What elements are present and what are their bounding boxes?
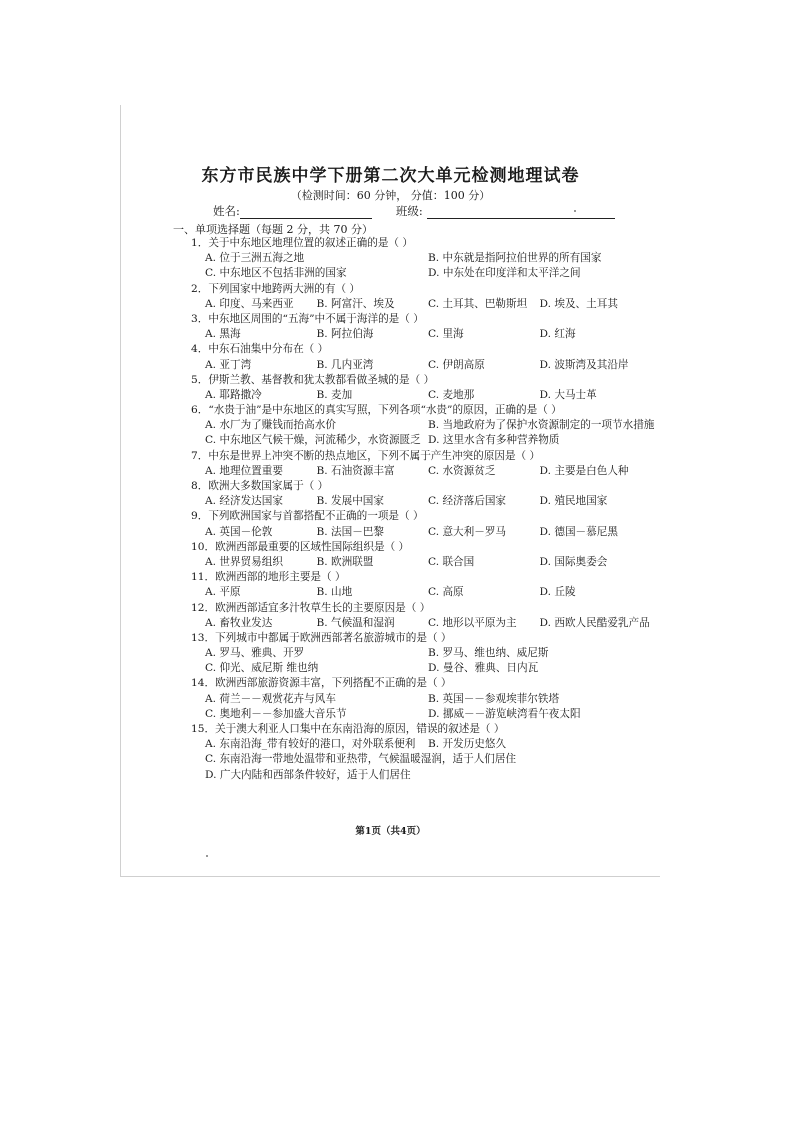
- options-row: [191, 692, 651, 707]
- option-text: C. 奥地利－－参加盛大音乐节: [205, 707, 347, 720]
- option-text: D. 挪威－－游览峡湾看午夜太阳: [428, 707, 581, 720]
- option-text: D. 这里水含有多种营养物质: [428, 434, 560, 447]
- options-row: [191, 707, 651, 722]
- option-text: D. 大马士革: [539, 388, 597, 401]
- exam-sheet: [120, 105, 660, 877]
- option-text: D. 中东处在印度洋和太平洋之间: [428, 267, 581, 280]
- option-text: C. 中东地区不包括非洲的国家: [205, 267, 347, 280]
- name-blank: [240, 206, 372, 219]
- option-text: C. 联合国: [428, 555, 475, 568]
- options-row: [191, 251, 651, 266]
- options-row: [191, 737, 651, 752]
- section-heading: 一、单项选择题（每题 2 分，共 70 分）: [173, 223, 373, 236]
- option-text: A. 水厂为了赚钱而抬高水价: [205, 419, 336, 432]
- option-text: B. 当地政府为了保护水资源制定的一项节水措施: [428, 419, 655, 432]
- option-text: B. 阿拉伯海: [316, 328, 374, 341]
- question-stem: 3．中东地区周围的“五海”中不属于海洋的是（ ）: [191, 312, 424, 325]
- question-stem: 2．下列国家中地跨两大洲的有（ ）: [191, 282, 361, 295]
- question-stem: 6．“水贵于油”是中东地区的真实写照，下列各项“水贵”的原因，正确的是（ ）: [191, 404, 562, 417]
- option-text: A. 位于三洲五海之地: [205, 252, 305, 265]
- question-stem: 9．下列欧洲国家与首都搭配不正确的一项是（ ）: [191, 510, 424, 523]
- option-text: C. 水资源贫乏: [428, 464, 496, 477]
- option-text: C. 高原: [428, 586, 464, 599]
- option-text: D. 波斯湾及其沿岸: [539, 358, 629, 371]
- option-text: C. 伊朗高原: [428, 358, 485, 371]
- options-row: [191, 494, 651, 509]
- option-text: D. 国际奥委会: [539, 555, 608, 568]
- option-text: A. 印度、马来西亚: [205, 297, 294, 310]
- option-text: C. 仰光、威尼斯 维也纳: [205, 662, 319, 675]
- option-text: B. 山地: [316, 586, 353, 599]
- options-row: [191, 418, 655, 433]
- exam-title: 东方市民族中学下册第二次大单元检测地理试卷: [201, 166, 580, 186]
- option-text: B. 发展中国家: [316, 495, 384, 508]
- option-text: A. 亚丁湾: [205, 358, 252, 371]
- options-row: [191, 616, 651, 631]
- option-text: A. 罗马、雅典、开罗: [205, 647, 305, 660]
- option-text: C. 意大利－罗马: [428, 525, 507, 538]
- options-row: [191, 266, 651, 281]
- question-stem: 15．关于澳大利亚人口集中在东南沿海的原因，错误的叙述是（ ）: [191, 723, 505, 735]
- option-text: C. 土耳其、巴勒斯坦: [428, 297, 528, 310]
- question-stem: 10．欧洲西部最重要的区域性国际组织是（ ）: [191, 540, 410, 553]
- option-text: A. 平原: [205, 586, 241, 599]
- option-text: B. 英国－－参观埃菲尔铁塔: [428, 692, 560, 705]
- option-text: B. 阿富汗、埃及: [316, 297, 395, 310]
- question-stem: 5．伊斯兰教、基督教和犹太教都看做圣城的是（ ）: [191, 373, 435, 386]
- class-blank: [427, 206, 615, 219]
- options-row: [191, 646, 651, 661]
- question-stem: 14．欧洲西部旅游资源丰富，下列搭配不正确的是（ ）: [191, 677, 452, 690]
- options-row: [191, 358, 651, 373]
- option-text: D. 丘陵: [539, 586, 576, 599]
- option-text: B. 法国－巴黎: [316, 525, 384, 538]
- option-text: B. 气候温和湿润: [316, 616, 395, 629]
- question-stem: 11．欧洲西部的地形主要是（ ）: [191, 571, 346, 584]
- option-text: A. 荷兰－－观赏花卉与风车: [205, 692, 336, 705]
- option-text: B. 麦加: [316, 388, 353, 401]
- option-text: A. 黑海: [205, 328, 241, 341]
- option-text: C. 东南沿海一带地处温带和亚热带，气候温暖湿润，适于人们居住: [205, 753, 517, 766]
- options-row: [191, 297, 651, 312]
- option-text: B. 几内亚湾: [316, 358, 374, 371]
- options-row: [191, 388, 651, 403]
- student-info-row: [213, 203, 615, 219]
- option-text: A. 地理位置重要: [205, 464, 283, 477]
- option-text: D. 广大内陆和西部条件较好，适于人们居住: [205, 768, 411, 781]
- question-stem: 8．欧洲大多数国家属于（ ）: [191, 480, 329, 492]
- page-footer: 第1页（共4页）: [355, 826, 426, 837]
- option-text: D. 德国－慕尼黑: [539, 525, 618, 538]
- class-label: 班级:: [395, 204, 423, 218]
- option-text: D. 主要是白色人种: [539, 464, 629, 477]
- options-row: [191, 585, 651, 600]
- option-text: D. 曼谷、雅典、日内瓦: [428, 662, 539, 675]
- option-text: B. 开发历史悠久: [428, 738, 507, 751]
- options-row: [191, 752, 651, 767]
- options-row: [191, 433, 651, 448]
- option-text: B. 中东就是指阿拉伯世界的所有国家: [428, 252, 602, 265]
- option-text: B. 罗马、维也纳、威尼斯: [428, 647, 549, 660]
- option-text: B. 石油资源丰富: [316, 464, 395, 477]
- exam-subtitle: （检测时间：60 分钟， 分值：100 分）: [290, 189, 491, 202]
- option-text: A. 东南沿海_带有较好的港口，对外联系便利: [205, 738, 416, 751]
- option-text: C. 里海: [428, 328, 464, 341]
- option-text: C. 地形以平原为主: [428, 616, 517, 629]
- question-stem: 4．中东石油集中分布在（ ）: [191, 343, 329, 356]
- option-text: C. 经济落后国家: [428, 495, 507, 508]
- scan-speck: [574, 210, 576, 212]
- question-stem: 13．下列城市中都属于欧洲西部著名旅游城市的是（ ）: [191, 631, 452, 644]
- question-list: [191, 236, 655, 783]
- scan-speck: [206, 855, 208, 857]
- option-text: D. 埃及、土耳其: [539, 297, 618, 310]
- option-text: C. 麦地那: [428, 388, 475, 401]
- option-text: D. 殖民地国家: [539, 495, 608, 508]
- options-row: [191, 768, 651, 783]
- options-row: [191, 464, 651, 479]
- option-text: A. 世界贸易组织: [205, 555, 283, 568]
- option-text: B. 欧洲联盟: [316, 555, 374, 568]
- question-stem: 7．中东是世界上冲突不断的热点地区，下列不属于产生冲突的原因是（ ）: [191, 449, 541, 462]
- option-text: C. 中东地区气候干燥，河流稀少，水资源匮乏: [205, 434, 421, 447]
- option-text: A. 耶路撒冷: [205, 388, 262, 401]
- question-stem: 12．欧洲西部适宜多汁牧草生长的主要原因是（ ）: [191, 601, 431, 614]
- options-row: [191, 327, 651, 342]
- options-row: [191, 525, 651, 540]
- options-row: [191, 661, 651, 676]
- option-text: D. 西欧人民酷爱乳产品: [539, 616, 650, 629]
- option-text: D. 红海: [539, 328, 576, 341]
- option-text: A. 畜牧业发达: [205, 616, 273, 629]
- option-text: A. 经济发达国家: [205, 495, 283, 508]
- question-stem: 1．关于中东地区地理位置的叙述正确的是（ ）: [191, 237, 413, 249]
- name-label: 姓名:: [213, 204, 240, 218]
- option-text: A. 英国－伦敦: [205, 525, 273, 538]
- options-row: [191, 555, 651, 570]
